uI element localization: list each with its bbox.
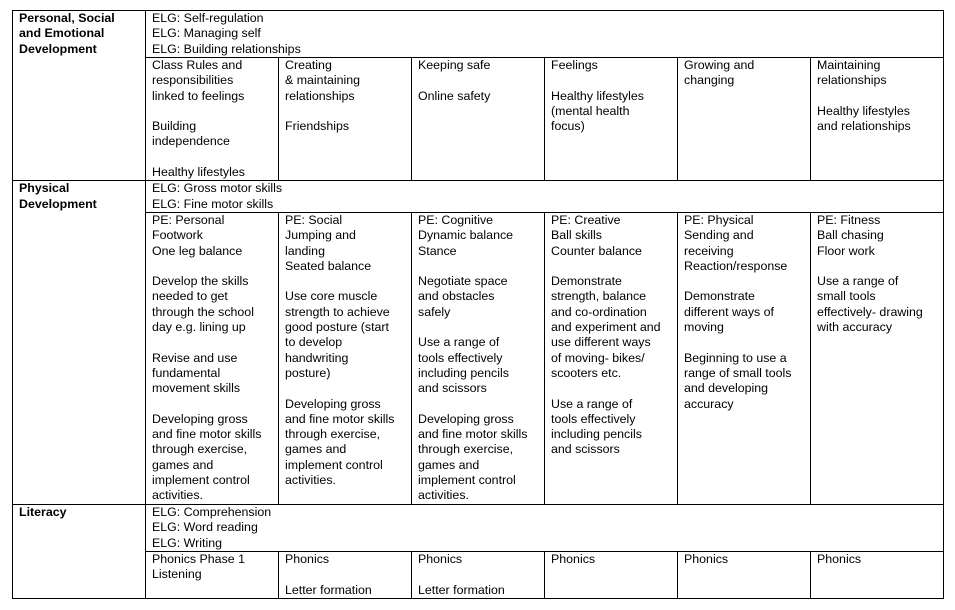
- cell-text-line: Developing gross: [285, 396, 381, 411]
- cell-text-line: Dynamic balance: [418, 228, 514, 243]
- area-title-line: Literacy: [19, 504, 67, 519]
- spacer: [418, 397, 541, 412]
- cell-text-line: Beginning to use a: [684, 350, 787, 365]
- spacer: [418, 567, 541, 582]
- area-cell-physical: [13, 181, 146, 505]
- cell-text-line: Use a range of: [817, 274, 899, 289]
- elg-cell-physical: [146, 181, 944, 213]
- spacer: [684, 335, 807, 350]
- spacer: [418, 73, 541, 88]
- physical-topic-cell-1: [146, 212, 279, 504]
- cell-text-line: PE: Cognitive: [418, 212, 494, 227]
- spacer: [817, 89, 940, 104]
- cell-text-line: Use a range of: [551, 396, 633, 411]
- cell-text-line: changing: [684, 73, 735, 88]
- psed-topic-cell-5: [678, 58, 811, 181]
- cell-text-line: fundamental: [152, 365, 221, 380]
- cell-text-line: Healthy lifestyles: [551, 88, 644, 103]
- cell-text-line: Letter formation: [285, 582, 372, 597]
- cell-text-line: Phonics: [418, 551, 463, 566]
- cell-text-line: One leg balance: [152, 243, 243, 258]
- cell-text-line: Keeping safe: [418, 58, 491, 72]
- cell-text-line: through exercise,: [418, 442, 514, 457]
- cell-text-line: through exercise,: [152, 442, 248, 457]
- cell-text-line: movement skills: [152, 381, 241, 396]
- literacy-topic-cell-1: [146, 551, 279, 598]
- cell-text-line: Class Rules and: [152, 58, 243, 72]
- cell-text-line: Phonics: [684, 551, 729, 566]
- cell-text-line: Phonics Phase 1: [152, 551, 245, 566]
- physical-topic-cell-3: [412, 212, 545, 504]
- cell-text-line: Building: [152, 119, 197, 134]
- elg-cell-psed: [146, 11, 944, 58]
- spacer: [418, 259, 541, 274]
- cell-text-line: Developing gross: [152, 411, 248, 426]
- spacer: [684, 274, 807, 289]
- spacer: [152, 104, 275, 119]
- cell-text-line: activities.: [285, 473, 336, 488]
- cell-text-line: Sending and: [684, 228, 754, 243]
- cell-text-line: Maintaining: [817, 58, 881, 72]
- area-title-line: Development: [19, 196, 97, 211]
- cell-text-line: PE: Personal: [152, 212, 225, 227]
- physical-elg-row: [13, 181, 944, 213]
- elg-cell-literacy: [146, 504, 944, 551]
- area-title-line: Development: [19, 41, 97, 56]
- psed-topic-cell-6: [811, 58, 944, 181]
- cell-text-line: relationships: [285, 88, 355, 103]
- cell-text-line: Feelings: [551, 58, 598, 72]
- cell-text-line: Ball skills: [551, 228, 602, 243]
- spacer: [285, 274, 408, 289]
- psed-topic-cell-2: [279, 58, 412, 181]
- cell-text-line: Stance: [418, 243, 457, 258]
- physical-topic-cell-6: [811, 212, 944, 504]
- cell-text-line: relationships: [817, 73, 887, 88]
- cell-text-line: Phonics: [551, 551, 596, 566]
- literacy-topic-cell-4: [545, 551, 678, 598]
- cell-text-line: through the school: [152, 304, 254, 319]
- cell-text-line: Healthy lifestyles: [817, 103, 910, 118]
- cell-text-line: independence: [152, 134, 230, 149]
- physical-topic-cell-4: [545, 212, 678, 504]
- elg-line: ELG: Managing self: [152, 26, 261, 41]
- cell-text-line: tools effectively: [551, 411, 636, 426]
- cell-text-line: needed to get: [152, 289, 228, 304]
- cell-text-line: activities.: [418, 488, 469, 503]
- spacer: [152, 259, 275, 274]
- cell-text-line: strength to achieve: [285, 304, 390, 319]
- cell-text-line: Demonstrate: [684, 289, 755, 304]
- spacer: [152, 150, 275, 165]
- physical-topics-row: [13, 212, 944, 504]
- psed-topics-row: [13, 58, 944, 181]
- cell-text-line: scooters etc.: [551, 365, 622, 380]
- cell-text-line: Ball chasing: [817, 228, 884, 243]
- cell-text-line: Reaction/response: [684, 258, 788, 273]
- elg-line: ELG: Word reading: [152, 520, 258, 535]
- cell-text-line: Friendships: [285, 119, 350, 134]
- cell-text-line: safely: [418, 304, 451, 319]
- psed-topic-cell-4: [545, 58, 678, 181]
- cell-text-line: Use a range of: [418, 335, 500, 350]
- spacer: [817, 259, 940, 274]
- cell-text-line: Develop the skills: [152, 274, 249, 289]
- elg-line: ELG: Writing: [152, 535, 223, 550]
- cell-text-line: and fine motor skills: [285, 411, 395, 426]
- cell-text-line: Letter formation: [418, 582, 505, 597]
- spacer: [551, 259, 674, 274]
- cell-text-line: Online safety: [418, 88, 491, 103]
- cell-text-line: strength, balance: [551, 289, 647, 304]
- cell-text-line: including pencils: [418, 365, 509, 380]
- cell-text-line: and developing: [684, 381, 769, 396]
- psed-topic-cell-3: [412, 58, 545, 181]
- cell-text-line: focus): [551, 119, 585, 134]
- spacer: [418, 320, 541, 335]
- elg-line: ELG: Building relationships: [152, 41, 301, 56]
- cell-text-line: with accuracy: [817, 320, 893, 335]
- cell-text-line: (mental health: [551, 103, 630, 118]
- cell-text-line: PE: Physical: [684, 212, 754, 227]
- cell-text-line: Negotiate space: [418, 274, 508, 289]
- area-title-line: Personal, Social: [19, 11, 115, 25]
- cell-text-line: effectively- drawing: [817, 304, 923, 319]
- elg-line: ELG: Comprehension: [152, 504, 272, 519]
- spacer: [152, 397, 275, 412]
- cell-text-line: games and: [285, 442, 347, 457]
- cell-text-line: PE: Social: [285, 212, 343, 227]
- cell-text-line: use different ways: [551, 335, 651, 350]
- elg-line: ELG: Gross motor skills: [152, 181, 283, 196]
- cell-text-line: responsibilities: [152, 73, 234, 88]
- cell-text-line: moving: [684, 320, 724, 335]
- area-title-line: Physical: [19, 181, 70, 196]
- psed-elg-row: [13, 11, 944, 58]
- spacer: [551, 73, 674, 88]
- literacy-topic-cell-3: [412, 551, 545, 598]
- literacy-elg-row: [13, 504, 944, 551]
- spacer: [551, 381, 674, 396]
- cell-text-line: implement control: [418, 473, 516, 488]
- cell-text-line: Developing gross: [418, 411, 514, 426]
- cell-text-line: Floor work: [817, 243, 875, 258]
- literacy-topic-cell-2: [279, 551, 412, 598]
- spacer: [152, 335, 275, 350]
- cell-text-line: and obstacles: [418, 289, 495, 304]
- spacer: [285, 381, 408, 396]
- physical-topic-cell-2: [279, 212, 412, 504]
- cell-text-line: Listening: [152, 567, 202, 582]
- area-title-line: and Emotional: [19, 26, 105, 41]
- cell-text-line: day e.g. lining up: [152, 320, 246, 335]
- curriculum-table: [12, 10, 944, 599]
- cell-text-line: small tools: [817, 289, 876, 304]
- cell-text-line: and experiment and: [551, 320, 661, 335]
- cell-text-line: different ways of: [684, 304, 774, 319]
- cell-text-line: implement control: [152, 473, 250, 488]
- cell-text-line: games and: [152, 457, 214, 472]
- cell-text-line: landing: [285, 243, 325, 258]
- spacer: [285, 104, 408, 119]
- area-cell-psed: [13, 11, 146, 181]
- cell-text-line: Revise and use: [152, 350, 238, 365]
- cell-text-line: and fine motor skills: [418, 427, 528, 442]
- cell-text-line: Phonics: [817, 551, 862, 566]
- cell-text-line: linked to feelings: [152, 88, 245, 103]
- cell-text-line: Growing and: [684, 58, 755, 72]
- cell-text-line: Demonstrate: [551, 274, 622, 289]
- cell-text-line: receiving: [684, 243, 734, 258]
- cell-text-line: and scissors: [418, 381, 487, 396]
- cell-text-line: Use core muscle: [285, 289, 378, 304]
- cell-text-line: Footwork: [152, 228, 203, 243]
- cell-text-line: through exercise,: [285, 427, 381, 442]
- cell-text-line: of moving- bikes/: [551, 350, 645, 365]
- cell-text-line: to develop: [285, 335, 343, 350]
- cell-text-line: tools effectively: [418, 350, 503, 365]
- cell-text-line: Jumping and: [285, 228, 356, 243]
- cell-text-line: and scissors: [551, 442, 620, 457]
- cell-text-line: accuracy: [684, 396, 734, 411]
- cell-text-line: posture): [285, 365, 331, 380]
- elg-line: ELG: Self-regulation: [152, 11, 264, 25]
- cell-text-line: PE: Fitness: [817, 212, 881, 227]
- cell-text-line: PE: Creative: [551, 212, 621, 227]
- cell-text-line: including pencils: [551, 427, 642, 442]
- cell-text-line: implement control: [285, 457, 383, 472]
- cell-text-line: and relationships: [817, 119, 911, 134]
- cell-text-line: handwriting: [285, 350, 349, 365]
- literacy-topic-cell-6: [811, 551, 944, 598]
- cell-text-line: games and: [418, 457, 480, 472]
- cell-text-line: activities.: [152, 488, 203, 503]
- physical-topic-cell-5: [678, 212, 811, 504]
- cell-text-line: Phonics: [285, 551, 330, 566]
- cell-text-line: & maintaining: [285, 73, 361, 88]
- cell-text-line: good posture (start: [285, 320, 390, 335]
- cell-text-line: range of small tools: [684, 365, 792, 380]
- literacy-topics-row: [13, 551, 944, 598]
- area-cell-literacy: [13, 504, 146, 598]
- cell-text-line: Seated balance: [285, 258, 372, 273]
- cell-text-line: and co-ordination: [551, 304, 647, 319]
- elg-line: ELG: Fine motor skills: [152, 196, 274, 211]
- psed-topic-cell-1: [146, 58, 279, 181]
- cell-text-line: Healthy lifestyles: [152, 165, 245, 180]
- cell-text-line: and fine motor skills: [152, 427, 262, 442]
- cell-text-line: Creating: [285, 58, 332, 72]
- literacy-topic-cell-5: [678, 551, 811, 598]
- spacer: [285, 567, 408, 582]
- cell-text-line: Counter balance: [551, 243, 642, 258]
